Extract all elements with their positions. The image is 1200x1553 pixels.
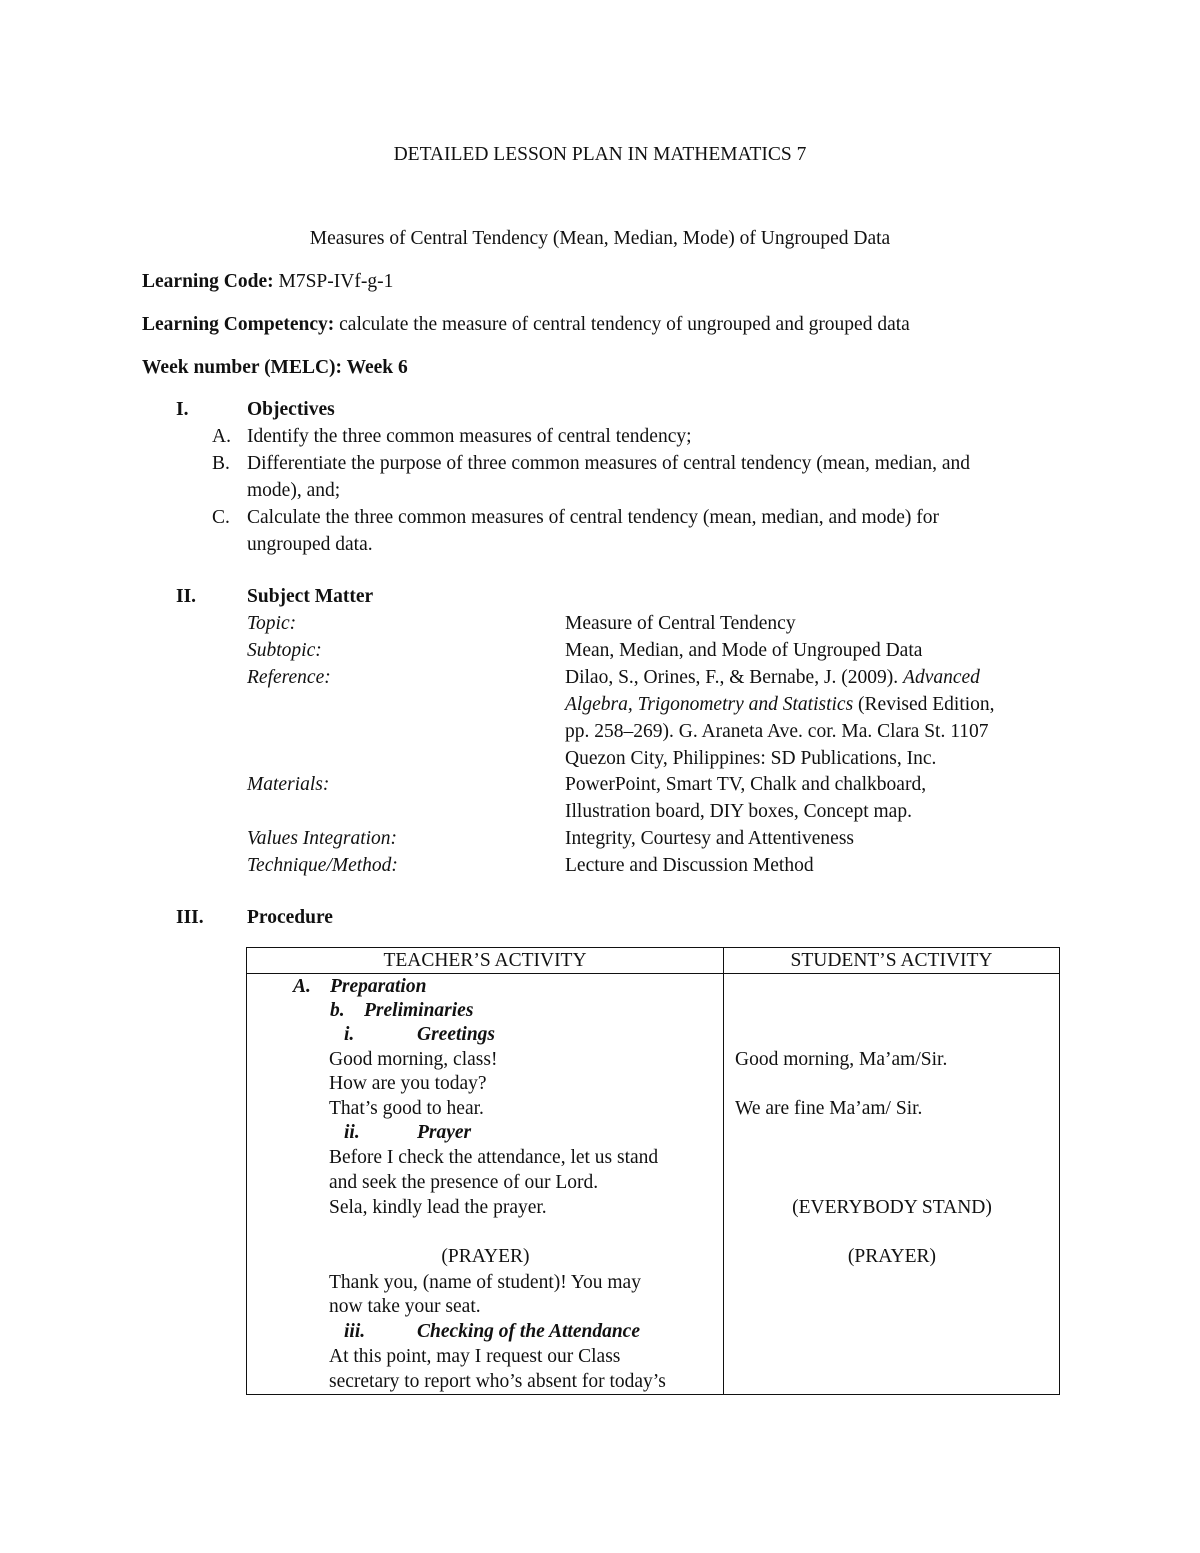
- objective-c-text-line2: ungrouped data.: [247, 534, 373, 555]
- teacher-take-seat: now take your seat.: [329, 1296, 481, 1317]
- teacher-lead-prayer: Sela, kindly lead the prayer.: [329, 1197, 547, 1218]
- preparation-label: Preparation: [330, 976, 427, 997]
- table-row: [247, 974, 1060, 1395]
- reference-line-3: pp. 258–269). G. Araneta Ave. cor. Ma. Clara St. 1107: [565, 721, 989, 742]
- objective-b-text-line1: Differentiate the purpose of three common measures of central tendency (mean, median, and: [247, 453, 971, 474]
- reference-line-1: [565, 664, 980, 691]
- teacher-activity-cell: [247, 974, 724, 1395]
- preparation-letter: A.: [293, 976, 311, 997]
- teacher-prayer: (PRAYER): [441, 1246, 530, 1267]
- objective-c-letter: C.: [212, 507, 230, 528]
- table-header-row: [247, 948, 1060, 974]
- objective-c-text-line1: Calculate the three common measures of central tendency (mean, median, and mode) for: [247, 507, 939, 528]
- learning-competency: [142, 311, 910, 338]
- teacher-request-secretary: At this point, may I request our Class: [329, 1346, 621, 1367]
- materials-label: Materials:: [247, 774, 330, 795]
- procedure-heading: Procedure: [247, 907, 333, 928]
- teacher-thank-you: Thank you, (name of student)! You may: [329, 1272, 641, 1293]
- reference-title-part2: Algebra, Trigonometry and Statistics: [565, 694, 854, 715]
- values-label: Values Integration:: [247, 828, 398, 849]
- greetings-numeral: i.: [344, 1024, 355, 1045]
- lesson-topic-title: Measures of Central Tendency (Mean, Median, Mode) of Ungrouped Data: [309, 228, 891, 249]
- competency-label: Learning Competency:: [142, 314, 335, 335]
- materials-line-2: Illustration board, DIY boxes, Concept map.: [565, 801, 912, 822]
- objective-a-letter: A.: [212, 426, 231, 447]
- student-activity-header: STUDENT’S ACTIVITY: [724, 948, 1060, 974]
- technique-label: Technique/Method:: [247, 855, 398, 876]
- week-number: Week number (MELC): Week 6: [142, 357, 408, 378]
- subtopic-label: Subtopic:: [247, 640, 322, 661]
- reference-edition: (Revised Edition,: [858, 694, 995, 715]
- prayer-label: Prayer: [417, 1122, 472, 1143]
- student-prayer: (PRAYER): [847, 1246, 937, 1267]
- subject-matter-heading: Subject Matter: [247, 586, 374, 607]
- reference-label: Reference:: [247, 667, 331, 688]
- preliminaries-letter: b.: [330, 1000, 345, 1021]
- student-activity-cell: [724, 974, 1060, 1395]
- competency-value: calculate the measure of central tendency of ungrouped and grouped data: [339, 314, 910, 335]
- reference-title-part1: Advanced: [903, 667, 980, 688]
- subject-matter-numeral: II.: [176, 586, 197, 607]
- procedure-table: [246, 947, 1060, 1395]
- technique-value: Lecture and Discussion Method: [565, 855, 814, 876]
- objectives-heading: Objectives: [247, 399, 335, 420]
- objective-b-text-line2: mode), and;: [247, 480, 341, 501]
- reference-line-4: Quezon City, Philippines: SD Publications, Inc.: [565, 748, 937, 769]
- materials-line-1: PowerPoint, Smart TV, Chalk and chalkboard,: [565, 774, 927, 795]
- student-good-morning: Good morning, Ma’am/Sir.: [735, 1049, 948, 1070]
- subtopic-value: Mean, Median, and Mode of Ungrouped Data: [565, 640, 923, 661]
- teacher-how-are-you: How are you today?: [329, 1073, 487, 1094]
- reference-line-2: [565, 691, 995, 718]
- topic-value: Measure of Central Tendency: [565, 613, 796, 634]
- teacher-seek-presence: and seek the presence of our Lord.: [329, 1172, 599, 1193]
- greetings-label: Greetings: [417, 1024, 495, 1045]
- learning-code-label: Learning Code:: [142, 271, 274, 292]
- topic-label: Topic:: [247, 613, 297, 634]
- values-value: Integrity, Courtesy and Attentiveness: [565, 828, 855, 849]
- student-everybody-stand: (EVERYBODY STAND): [792, 1197, 992, 1218]
- preliminaries-label: Preliminaries: [364, 1000, 474, 1021]
- teacher-thats-good: That’s good to hear.: [329, 1098, 484, 1119]
- objective-b-letter: B.: [212, 453, 230, 474]
- learning-code: [142, 268, 393, 295]
- learning-code-value: M7SP-IVf-g-1: [278, 271, 394, 292]
- teacher-report-absent: secretary to report who’s absent for today’s: [329, 1371, 666, 1392]
- teacher-before-check: Before I check the attendance, let us stand: [329, 1147, 659, 1168]
- attendance-numeral: iii.: [344, 1321, 366, 1342]
- attendance-label: Checking of the Attendance: [417, 1321, 640, 1342]
- reference-authors: Dilao, S., Orines, F., & Bernabe, J. (2009).: [565, 667, 899, 688]
- teacher-activity-header: TEACHER’S ACTIVITY: [247, 948, 724, 974]
- document-title: DETAILED LESSON PLAN IN MATHEMATICS 7: [393, 144, 807, 165]
- objectives-numeral: I.: [176, 399, 189, 420]
- teacher-good-morning: Good morning, class!: [329, 1049, 498, 1070]
- procedure-numeral: III.: [176, 907, 204, 928]
- prayer-numeral: ii.: [344, 1122, 360, 1143]
- student-fine: We are fine Ma’am/ Sir.: [735, 1098, 923, 1119]
- objective-a-text: Identify the three common measures of central tendency;: [247, 426, 692, 447]
